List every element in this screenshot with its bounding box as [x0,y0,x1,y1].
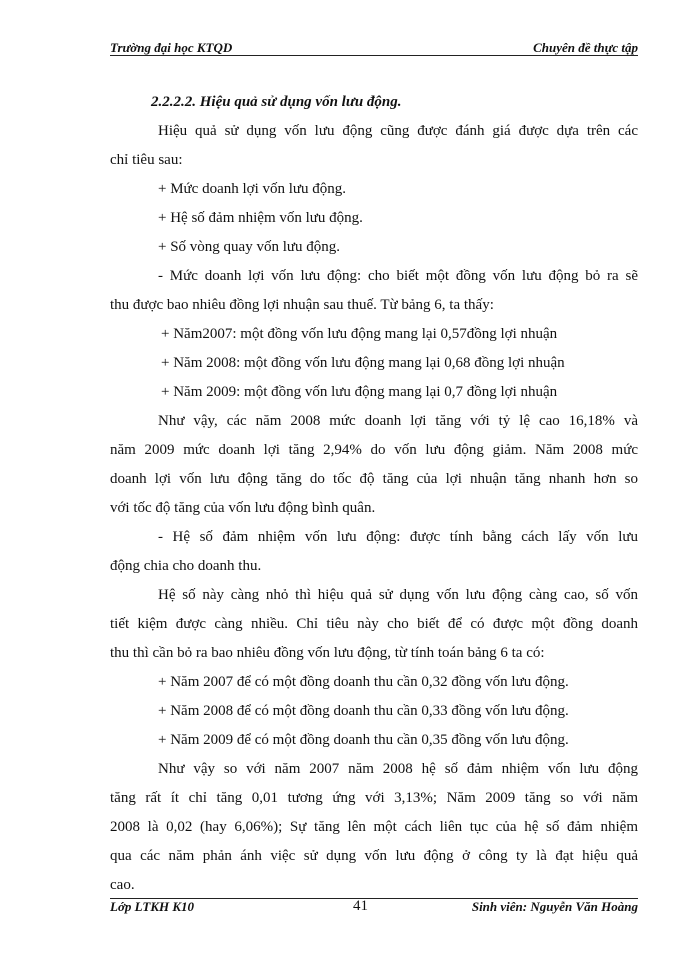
profit-definition-line-1: - Mức doanh lợi vốn lưu động: cho biết một đồng vốn lưu động bỏ ra sẽ [158,268,638,284]
coefficient-conclusion-line-1: Như vậy so với năm 2007 năm 2008 hệ số đảm nhiệm vốn lưu động [158,761,638,777]
coefficient-conclusion-line-4: qua các năm phản ánh việc sử dụng vốn lưu động ở công ty là đạt hiệu quả [110,848,638,864]
footer-student-name: Sinh viên: Nguyễn Văn Hoàng [471,899,638,914]
header-divider [110,55,638,56]
document-body [110,88,638,900]
profit-year-2007: + Năm2007: một đồng vốn lưu động mang lại 0,57đồng lợi nhuận [161,326,558,342]
criteria-item-1: + Mức doanh lợi vốn lưu động. [158,181,347,197]
footer-class-name: Lớp LTKH K10 [110,899,195,914]
criteria-item-3: + Số vòng quay vốn lưu động. [158,239,341,255]
coefficient-conclusion-line-3: 2008 là 0,02 (hay 6,06%); Sự tăng lên một cách liên tục của hệ số đảm nhiệm [110,819,638,835]
profit-year-2009: + Năm 2009: một đồng vốn lưu động mang lại 0,7 đồng lợi nhuận [161,384,558,400]
coefficient-year-2007: + Năm 2007 để có một đồng doanh thu cần 0,32 đồng vốn lưu động. [158,674,569,690]
header-school-name: Trường đại học KTQD [110,40,233,55]
profit-conclusion-line-2: năm 2009 mức doanh lợi tăng 2,94% do vốn lưu động giảm. Năm 2008 mức [110,442,638,458]
profit-year-2008: + Năm 2008: một đồng vốn lưu động mang lại 0,68 đồng lợi nhuận [161,355,565,371]
coefficient-explain-line-3: thu thì cần bỏ ra bao nhiêu đồng vốn lưu động, từ tính toán bảng 6 ta có: [110,645,545,661]
coefficient-year-2009: + Năm 2009 để có một đồng doanh thu cần 0,35 đồng vốn lưu động. [158,732,569,748]
page-header [110,40,638,56]
page-number: 41 [353,898,368,914]
profit-conclusion-line-3: doanh lợi vốn lưu động tăng do tốc độ tăng của lợi nhuận tăng nhanh hơn so [110,471,638,487]
criteria-item-2: + Hệ số đảm nhiệm vốn lưu động. [158,210,363,226]
coefficient-explain-line-2: tiết kiệm được càng nhiều. Chỉ tiêu này cho biết để có được một đồng doanh [110,616,638,632]
profit-conclusion-line-1: Như vậy, các năm 2008 mức doanh lợi tăng với tỷ lệ cao 16,18% và [158,413,638,429]
page-footer [110,899,638,919]
profit-definition-line-2: thu được bao nhiêu đồng lợi nhuận sau thuế. Từ bảng 6, ta thấy: [110,297,494,313]
coefficient-conclusion-line-5: cao. [110,877,135,893]
profit-conclusion-line-4: với tốc độ tăng của vốn lưu động bình quân. [110,500,376,516]
section-heading: 2.2.2.2. Hiệu quả sử dụng vốn lưu động. [151,94,402,110]
intro-line-1: Hiệu quả sử dụng vốn lưu động cũng được đánh giá được dựa trên các [158,123,638,139]
coefficient-definition-line-1: - Hệ số đảm nhiệm vốn lưu động: được tính bằng cách lấy vốn lưu [158,529,638,545]
header-document-type: Chuyên đề thực tập [533,40,638,55]
coefficient-explain-line-1: Hệ số này càng nhỏ thì hiệu quả sử dụng vốn lưu động càng cao, số vốn [158,587,638,603]
coefficient-definition-line-2: động chia cho doanh thu. [110,558,262,574]
coefficient-year-2008: + Năm 2008 để có một đồng doanh thu cần 0,33 đồng vốn lưu động. [158,703,569,719]
intro-line-2: chỉ tiêu sau: [110,152,183,168]
coefficient-conclusion-line-2: tăng rất ít chỉ tăng 0,01 tương ứng với 3,13%; Năm 2009 tăng so với năm [110,790,638,806]
